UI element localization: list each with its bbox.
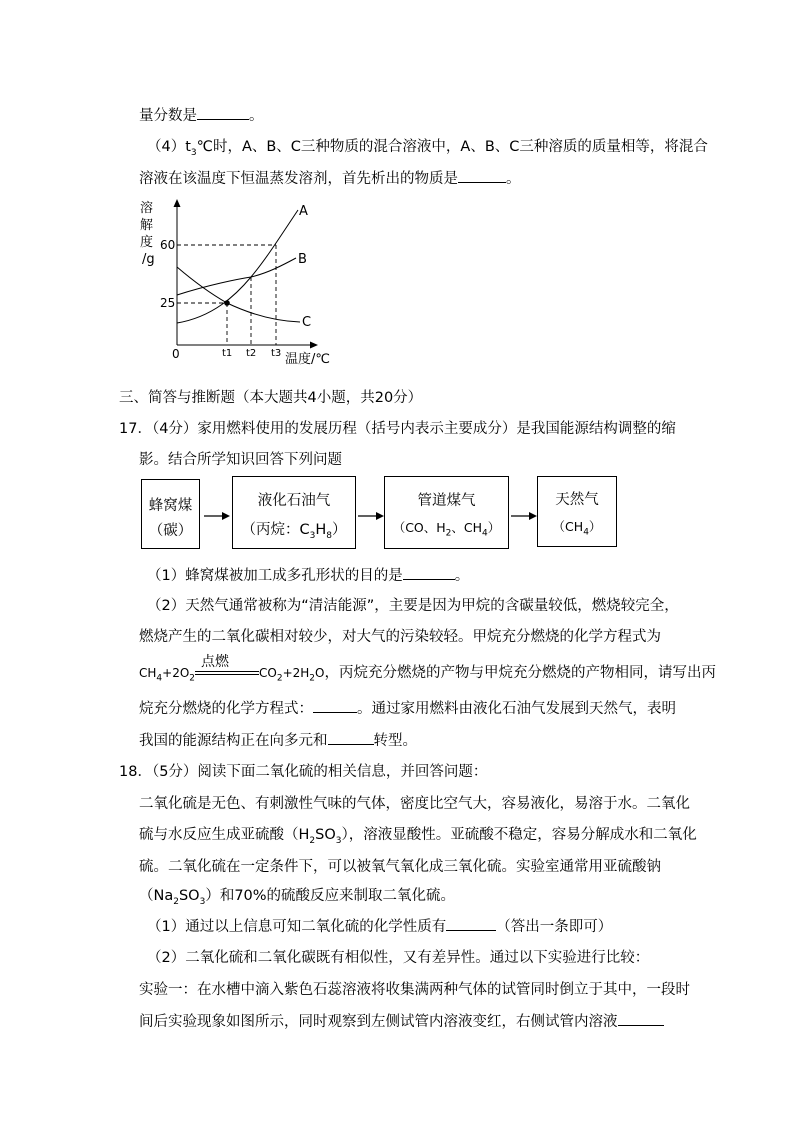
q17-line2: 影。结合所学知识回答下列问题 bbox=[139, 452, 342, 468]
answer-blank[interactable] bbox=[446, 929, 496, 931]
q18-para2: 硫与水反应生成亚硫酸$(H_2SO_3)$，溶液显酸性。亚硫酸不稳定，容易分解成水和二氧化 bbox=[139, 827, 697, 846]
x-tick-t1: t1 bbox=[222, 348, 233, 359]
answer-blank[interactable] bbox=[458, 181, 506, 183]
series-label-A: A bbox=[299, 204, 308, 219]
q17-part2-line1: （2）天然气通常被称为“清洁能源”，主要是因为甲烷的含碳量较低，燃烧较完全， bbox=[147, 598, 679, 614]
q17-part2-line5: 我国的能源结构正在向多元和 转型。 bbox=[139, 733, 417, 749]
y-axis-label-char: 度 bbox=[140, 235, 154, 250]
q18-exp1-line1: 实验一：在水槽中滴入紫色石蕊溶液将收集满两种气体的试管同时倒立于其中，一段时 bbox=[139, 982, 690, 998]
flow-box-natural-gas: 天然气 $(CH_4)$ bbox=[537, 476, 617, 547]
q18-exp1-line2: 间后实验现象如图所示，同时观察到左侧试管内溶液变红，右侧试管内溶液 bbox=[139, 1010, 664, 1031]
series-label-C: C bbox=[302, 315, 312, 330]
q18-part2: （2）二氧化硫和二氧化碳既有相似性，又有差异性。通过以下实验进行比较： bbox=[147, 950, 650, 966]
q17-part1: （1）蜂窝煤被加工成多孔形状的目的是 。 bbox=[147, 568, 470, 584]
flow-box-coal: 蜂窝煤 （碳） bbox=[141, 479, 200, 549]
x-axis-label: 温度/℃ bbox=[285, 352, 330, 367]
q18-line1: 18．（5分）阅读下面二氧化硫的相关信息，并回答问题： bbox=[119, 764, 488, 780]
curve-C bbox=[177, 267, 300, 322]
x-axis-arrow bbox=[310, 342, 318, 349]
y-axis-arrow bbox=[174, 199, 181, 207]
flow-box-gas: 管道煤气 （CO、$H_2$、$CH_4$） bbox=[384, 476, 509, 549]
q18-para1: 二氧化硫是无色、有刺激性气味的气体，密度比空气大，容易液化，易溶于水。二氧化 bbox=[139, 796, 690, 812]
flow-arrow-icon bbox=[356, 509, 386, 523]
answer-blank[interactable] bbox=[403, 578, 455, 580]
solubility-chart bbox=[138, 195, 338, 367]
y-tick-60: 60 bbox=[160, 238, 176, 252]
q16-part4-line1: $(4)t_3℃$时，A、B、C三种物质的混合溶液中，A、B、C三种溶质的质量相等，将混合 bbox=[147, 139, 708, 158]
y-axis-label-char: 溶 bbox=[140, 201, 154, 216]
q17-part2-line4: 烷充分燃烧的化学方程式： 。通过家用燃料由液化石油气发展到天然气，表明 bbox=[139, 701, 676, 717]
answer-blank[interactable] bbox=[618, 1024, 664, 1026]
y-axis-label-char: 解 bbox=[140, 218, 154, 233]
origin-label: 0 bbox=[172, 347, 180, 361]
answer-blank[interactable] bbox=[328, 743, 374, 745]
q16-part4-line2: 溶液在该温度下恒温蒸发溶剂，首先析出的物质是 。 bbox=[139, 171, 521, 187]
series-label-B: B bbox=[298, 252, 307, 267]
q17-part2-line2: 燃烧产生的二氧化碳相对较少，对大气的污染较轻。甲烷充分燃烧的化学方程式为 bbox=[139, 629, 661, 645]
y-axis-label-char: /g bbox=[142, 252, 155, 267]
curve-B bbox=[177, 258, 296, 295]
q16-line-a: 量分数是 。 bbox=[139, 108, 264, 124]
q18-para4: $(Na_2SO_3)$和70%的硫酸反应来制取二氧化硫。 bbox=[139, 888, 456, 907]
flow-arrow-icon bbox=[202, 509, 232, 523]
x-tick-t2: t2 bbox=[246, 348, 257, 359]
q18-para3: 硫。二氧化硫在一定条件下，可以被氧气氧化成三氧化硫。实验室通常用亚硫酸钠 bbox=[139, 859, 661, 875]
section-heading: 三、简答与推断题（本大题共4小题，共20分） bbox=[119, 390, 423, 406]
answer-blank[interactable] bbox=[197, 118, 249, 120]
q17-line1: 17．（4分）家用燃料使用的发展历程（括号内表示主要成分）是我国能源结构调整的缩 bbox=[119, 421, 676, 437]
answer-blank[interactable] bbox=[313, 711, 357, 713]
methane-equation: $CH_4+2O_2$ 点燃 $CO_2+2H_2O$，丙烷充分燃烧的产物与甲烷充分燃烧的产物相同，请写出丙 bbox=[139, 653, 716, 684]
y-tick-25: 25 bbox=[160, 296, 176, 310]
reaction-arrow: 点燃 bbox=[195, 669, 259, 679]
x-tick-t3: t3 bbox=[271, 348, 282, 359]
q18-part1: （1）通过以上信息可知二氧化硫的化学性质有 （答出一条即可） bbox=[147, 919, 613, 935]
flow-box-lpg: 液化石油气 （丙烷：$C_3H_8$） bbox=[232, 476, 356, 549]
intersection-point bbox=[224, 300, 230, 306]
flow-arrow-icon bbox=[509, 509, 539, 523]
